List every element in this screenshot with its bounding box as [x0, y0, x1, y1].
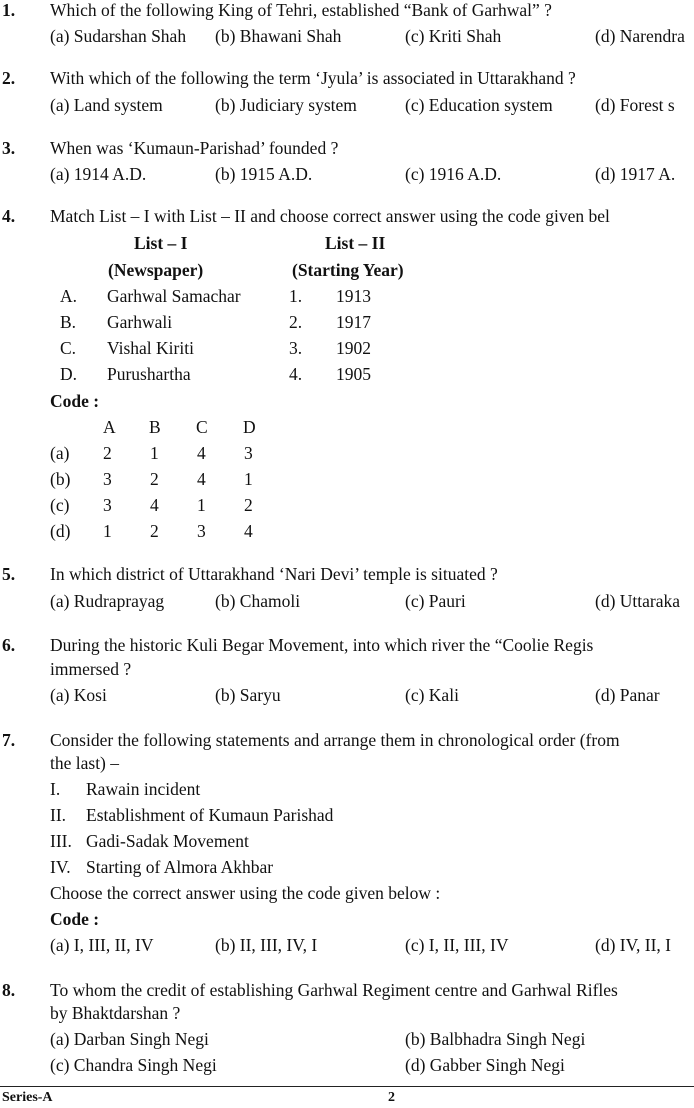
list-row-year: 1905	[336, 364, 371, 384]
code-value: 4	[244, 521, 253, 541]
statement-numeral: I.	[50, 779, 61, 799]
question-text: Which of the following King of Tehri, established “Bank of Garhwal” ?	[50, 0, 552, 20]
question-number: 1.	[2, 0, 16, 20]
question-number: 4.	[2, 206, 16, 226]
option-a: (a) I, III, II, IV	[50, 935, 154, 955]
code-head: C	[196, 417, 208, 437]
option-b: (b) II, III, IV, I	[215, 935, 318, 955]
option-c: (c) Pauri	[405, 591, 466, 611]
question-number: 7.	[2, 730, 16, 750]
list-row-number: 3.	[289, 338, 303, 358]
option-b: (b) Balbhadra Singh Negi	[405, 1029, 586, 1049]
list-row-number: 1.	[289, 286, 303, 306]
code-value: 3	[103, 469, 112, 489]
footer-divider	[0, 1086, 694, 1087]
code-option: (a)	[50, 443, 70, 463]
code-value: 3	[197, 521, 206, 541]
code-value: 1	[150, 443, 159, 463]
question-text: In which district of Uttarakhand ‘Nari Devi’ temple is situated ?	[50, 564, 498, 584]
option-b: (b) Judiciary system	[215, 95, 357, 115]
list-row-letter: C.	[60, 338, 77, 358]
question-text-cont: immersed ?	[50, 659, 132, 679]
list-row-year: 1902	[336, 338, 371, 358]
code-label: Code :	[50, 391, 100, 411]
code-value: 1	[244, 469, 253, 489]
instruction-text: Choose the correct answer using the code given below :	[50, 883, 441, 903]
code-value: 2	[103, 443, 112, 463]
option-d: (d) Gabber Singh Negi	[405, 1055, 565, 1075]
option-a: (a) Kosi	[50, 685, 107, 705]
code-value: 4	[150, 495, 159, 515]
list-row-number: 2.	[289, 312, 303, 332]
option-a: (a) Sudarshan Shah	[50, 26, 187, 46]
code-head: B	[149, 417, 161, 437]
statement-numeral: IV.	[50, 857, 71, 877]
statement-text: Gadi-Sadak Movement	[86, 831, 249, 851]
list-row-letter: B.	[60, 312, 77, 332]
code-value: 2	[150, 469, 159, 489]
option-b: (b) Chamoli	[215, 591, 301, 611]
list-row-letter: D.	[60, 364, 78, 384]
series-label: Series-A	[2, 1090, 53, 1105]
code-head: A	[103, 417, 116, 437]
code-head: D	[243, 417, 256, 437]
option-d: (d) Narendra	[595, 26, 685, 46]
option-c: (c) I, II, III, IV	[405, 935, 509, 955]
option-c: (c) Chandra Singh Negi	[50, 1055, 217, 1075]
question-number: 6.	[2, 635, 16, 655]
question-text: When was ‘Kumaun-Parishad’ founded ?	[50, 138, 339, 158]
question-number: 8.	[2, 980, 16, 1000]
code-option: (d)	[50, 521, 71, 541]
code-option: (c)	[50, 495, 70, 515]
option-d: (d) Panar	[595, 685, 660, 705]
list-row-year: 1913	[336, 286, 371, 306]
code-value: 3	[244, 443, 253, 463]
code-value: 2	[150, 521, 159, 541]
statement-text: Establishment of Kumaun Parishad	[86, 805, 334, 825]
list1-subtitle: (Newspaper)	[108, 260, 204, 280]
statement-numeral: II.	[50, 805, 67, 825]
question-text: During the historic Kuli Begar Movement, into which river the “Coolie Regis	[50, 635, 594, 655]
code-value: 4	[197, 443, 206, 463]
code-value: 4	[197, 469, 206, 489]
question-text: To whom the credit of establishing Garhwal Regiment centre and Garhwal Rifles	[50, 980, 618, 1000]
list-row-name: Garhwal Samachar	[107, 286, 241, 306]
option-a: (a) 1914 A.D.	[50, 164, 147, 184]
list-row-name: Purushartha	[107, 364, 191, 384]
option-a: (a) Darban Singh Negi	[50, 1029, 209, 1049]
code-value: 1	[103, 521, 112, 541]
question-number: 5.	[2, 564, 16, 584]
code-value: 1	[197, 495, 206, 515]
code-value: 3	[103, 495, 112, 515]
list2-title: List – II	[325, 233, 386, 253]
list-row-name: Vishal Kiriti	[107, 338, 194, 358]
option-d: (d) Forest s	[595, 95, 675, 115]
option-d: (d) 1917 A.	[595, 164, 676, 184]
option-d: (d) IV, II, I	[595, 935, 671, 955]
question-text-cont: the last) –	[50, 753, 120, 773]
question-text: Match List – I with List – II and choose correct answer using the code given bel	[50, 206, 610, 226]
statement-text: Rawain incident	[86, 779, 201, 799]
statement-numeral: III.	[50, 831, 72, 851]
list-row-letter: A.	[60, 286, 78, 306]
option-c: (c) Kali	[405, 685, 459, 705]
code-label: Code :	[50, 909, 100, 929]
option-a: (a) Land system	[50, 95, 163, 115]
list-row-year: 1917	[336, 312, 371, 332]
list2-subtitle: (Starting Year)	[292, 260, 404, 280]
option-b: (b) 1915 A.D.	[215, 164, 313, 184]
page-number: 2	[388, 1090, 395, 1105]
option-c: (c) Kriti Shah	[405, 26, 502, 46]
question-text: With which of the following the term ‘Jyula’ is associated in Uttarakhand ?	[50, 68, 576, 88]
option-b: (b) Bhawani Shah	[215, 26, 342, 46]
option-c: (c) 1916 A.D.	[405, 164, 502, 184]
option-b: (b) Saryu	[215, 685, 281, 705]
question-text-cont: by Bhaktdarshan ?	[50, 1003, 181, 1023]
list1-title: List – I	[134, 233, 188, 253]
option-a: (a) Rudraprayag	[50, 591, 165, 611]
question-number: 3.	[2, 138, 16, 158]
list-row-number: 4.	[289, 364, 303, 384]
option-d: (d) Uttaraka	[595, 591, 681, 611]
question-text: Consider the following statements and arrange them in chronological order (from	[50, 730, 620, 750]
statement-text: Starting of Almora Akhbar	[86, 857, 274, 877]
option-c: (c) Education system	[405, 95, 553, 115]
code-option: (b)	[50, 469, 71, 489]
list-row-name: Garhwali	[107, 312, 173, 332]
question-number: 2.	[2, 68, 16, 88]
code-value: 2	[244, 495, 253, 515]
